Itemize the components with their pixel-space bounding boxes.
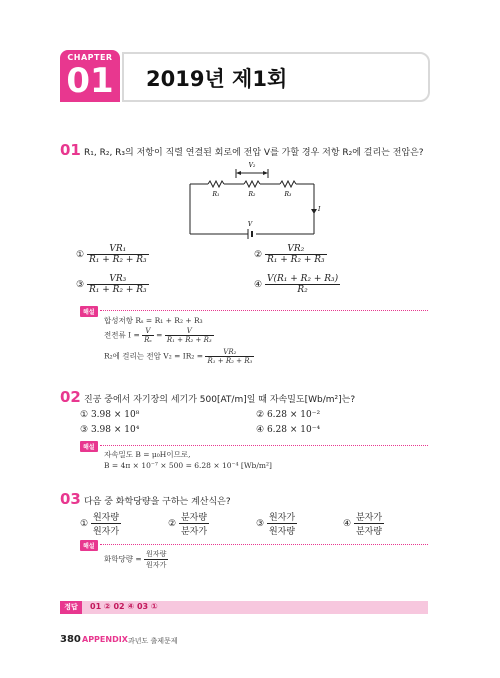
q3-option-4[interactable] (343, 510, 384, 537)
option-numerator: V(R₁ + R₂ + R₃) (266, 274, 339, 284)
option-denominator: R₁ + R₂ + R₃ (266, 255, 325, 265)
option-numerator: 원자량 (91, 510, 121, 524)
option-marker: ③ (80, 425, 89, 435)
q3-option-1[interactable] (80, 510, 121, 537)
r2-label: R₂ (248, 191, 256, 198)
option-numerator: 원자가 (267, 510, 297, 524)
question-number-2: 02 (60, 388, 81, 406)
page-number: 380 (60, 634, 81, 645)
option-marker: ④ (343, 519, 352, 529)
question-number-1: 01 (60, 141, 81, 159)
fraction-denominator: R₁ + R₂ + R₃ (207, 357, 253, 365)
q2-explanation-line-1: 자속밀도 B = μ₀H이므로, (104, 450, 191, 459)
q1-explanation-line-1: 합성저항 Rₛ = R₁ + R₂ + R₃ (104, 316, 203, 325)
explanation-text: 전전류 I = (104, 330, 140, 340)
question-number-3: 03 (60, 490, 81, 508)
explanation-tag-3: 해설 (80, 540, 98, 551)
fraction-denominator: 원자가 (146, 561, 167, 569)
q1-option-2[interactable] (254, 244, 327, 265)
q2-option-2[interactable] (256, 410, 320, 420)
option-marker: ① (76, 250, 85, 260)
question-text-2: 진공 중에서 자기장의 세기가 500[AT/m]일 때 자속밀도[Wb/m²]는? (84, 395, 356, 405)
option-numerator: VR₂ (265, 244, 327, 255)
answer-tag: 정답 (60, 601, 82, 614)
explanation-tag-1: 해설 (80, 306, 98, 317)
option-denominator: R₁ + R₂ + R₃ (88, 285, 147, 295)
fraction-numerator: VR₂ (205, 348, 254, 357)
fraction-numerator: V (142, 327, 154, 336)
q2-option-1[interactable] (80, 410, 139, 420)
fraction-denominator: R₁ + R₂ + R₃ (166, 336, 212, 344)
divider (100, 445, 428, 446)
option-text: 6.28 × 10⁻⁴ (266, 425, 321, 435)
option-marker: ④ (254, 280, 263, 290)
page-title: 2019년 제1회 (146, 67, 288, 91)
option-marker: ③ (256, 519, 265, 529)
chapter-badge (60, 50, 120, 102)
r1-label: R₁ (212, 191, 220, 198)
option-numerator: VR₃ (87, 274, 149, 285)
q1-explanation-line-3 (104, 348, 254, 365)
question-text-3: 다음 중 화학당량을 구하는 계산식은? (84, 497, 231, 507)
option-text: 6.28 × 10⁻² (266, 410, 321, 420)
q1-option-4[interactable] (254, 274, 340, 295)
option-marker: ① (80, 410, 89, 420)
chapter-number: 01 (66, 61, 114, 101)
explanation-text: R₂에 걸리는 전압 V₂ = IR₂ = (104, 351, 204, 361)
appendix-label: APPENDIX (82, 635, 128, 644)
fraction-numerator: V (165, 327, 214, 336)
v2-label: V₂ (248, 162, 256, 169)
q2-option-4[interactable] (256, 425, 320, 435)
q3-explanation (104, 549, 168, 570)
i-label: I (318, 206, 321, 213)
footer-text: 과년도 출제문제 (128, 637, 178, 645)
circuit-diagram (186, 160, 322, 242)
q3-option-2[interactable] (168, 510, 209, 537)
option-denominator: 원자량 (268, 527, 296, 537)
answer-bar (60, 601, 428, 614)
divider (100, 544, 428, 545)
r3-label: R₃ (284, 191, 292, 198)
option-denominator: 분자량 (355, 527, 383, 537)
option-numerator: 분자가 (354, 510, 384, 524)
question-text-1: R₁, R₂, R₃의 저항이 직렬 연결된 회로에 전압 V를 가할 경우 저항 R₂에 걸리는 전압은? (84, 148, 424, 158)
option-numerator: VR₁ (87, 244, 149, 255)
q1-explanation-line-2 (104, 327, 214, 344)
option-denominator: 분자가 (180, 527, 208, 537)
equals-sign: = (156, 330, 163, 340)
v-label: V (247, 221, 253, 228)
chapter-label: CHAPTER (67, 53, 113, 62)
option-marker: ① (80, 519, 89, 529)
option-marker: ④ (256, 425, 265, 435)
option-text: 3.98 × 10⁸ (90, 410, 140, 420)
explanation-text: 화학당량 = (104, 554, 142, 564)
fraction-denominator: Rₛ (144, 336, 152, 344)
option-numerator: 분자량 (179, 510, 209, 524)
title-box (122, 52, 430, 102)
option-marker: ③ (76, 280, 85, 290)
fraction-numerator: 원자량 (146, 550, 167, 558)
option-marker: ② (254, 250, 263, 260)
explanation-tag-2: 해설 (80, 441, 98, 452)
q1-option-1[interactable] (76, 244, 149, 265)
divider (100, 310, 428, 311)
answer-text: 01 ② 02 ④ 03 ① (90, 602, 158, 611)
option-denominator: 원자가 (92, 527, 120, 537)
option-marker: ② (256, 410, 265, 420)
option-text: 3.98 × 10⁴ (90, 425, 140, 435)
option-marker: ② (168, 519, 177, 529)
option-denominator: R₁ + R₂ + R₃ (88, 255, 147, 265)
q2-option-3[interactable] (80, 425, 139, 435)
q2-explanation-line-2: B = 4π × 10⁻⁷ × 500 = 6.28 × 10⁻⁴ [Wb/m²] (104, 461, 272, 470)
option-denominator: R₂ (297, 285, 308, 295)
q3-option-3[interactable] (256, 510, 297, 537)
q1-option-3[interactable] (76, 274, 149, 295)
